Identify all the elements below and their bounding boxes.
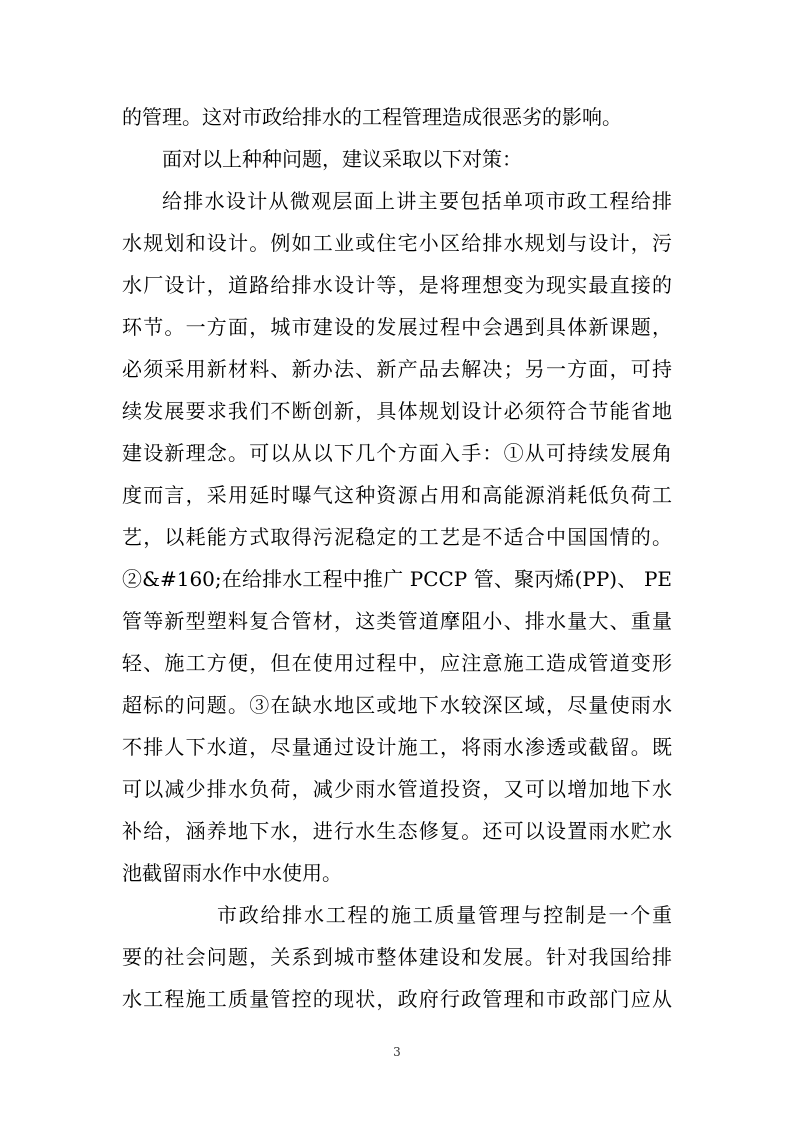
- text-line: 可以减少排水负荷，减少雨水管道投资，又可以增加地下水: [122, 777, 672, 801]
- text-line: 环节。一方面，城市建设的发展过程中会遇到具体新课题，: [122, 315, 672, 339]
- text-line: 市政给排水工程的施工质量管理与控制是一个重: [217, 903, 672, 927]
- text-line: 水工程施工质量管控的现状，政府行政管理和市政部门应从: [122, 987, 672, 1011]
- text-line: 面对以上种种问题，建议采取以下对策：: [162, 147, 522, 171]
- text-line: 池截留雨水作中水使用。: [122, 861, 342, 885]
- text-line: 水规划和设计。例如工业或住宅小区给排水规划与设计，污: [122, 231, 672, 255]
- text-line: 的管理。这对市政给排水的工程管理造成很恶劣的影响。: [122, 105, 622, 129]
- text-line: 超标的问题。③在缺水地区或地下水较深区域，尽量使雨水: [122, 693, 672, 717]
- text-line: 续发展要求我们不断创新，具体规划设计必须符合节能省地: [122, 399, 672, 423]
- text-line: 建设新理念。可以从以下几个方面入手：①从可持续发展角: [122, 441, 672, 465]
- text-line: 补给，涵养地下水，进行水生态修复。还可以设置雨水贮水: [122, 819, 672, 843]
- text-line: 水厂设计，道路给排水设计等，是将理想变为现实最直接的: [122, 273, 672, 297]
- text-line: 不排人下水道，尽量通过设计施工，将雨水渗透或截留。既: [122, 735, 672, 759]
- text-line: 管等新型塑料复合管材，这类管道摩阻小、排水量大、重量: [122, 609, 672, 633]
- text-line: 艺，以耗能方式取得污泥稳定的工艺是不适合中国国情的。: [122, 525, 672, 549]
- page-number: 3: [393, 1045, 401, 1059]
- text-line: 必须采用新材料、新办法、新产品去解决；另一方面，可持: [122, 357, 672, 381]
- text-line: ②&#160;在给排水工程中推广 PCCP 管、聚丙烯(PP)、 PE: [122, 567, 672, 591]
- text-line: 度而言，采用延时曝气这种资源占用和高能源消耗低负荷工: [122, 483, 672, 507]
- text-line: 要的社会问题，关系到城市整体建设和发展。针对我国给排: [122, 945, 672, 969]
- text-line: 轻、施工方便，但在使用过程中，应注意施工造成管道变形: [122, 651, 672, 675]
- text-line: 给排水设计从微观层面上讲主要包括单项市政工程给排: [162, 189, 672, 213]
